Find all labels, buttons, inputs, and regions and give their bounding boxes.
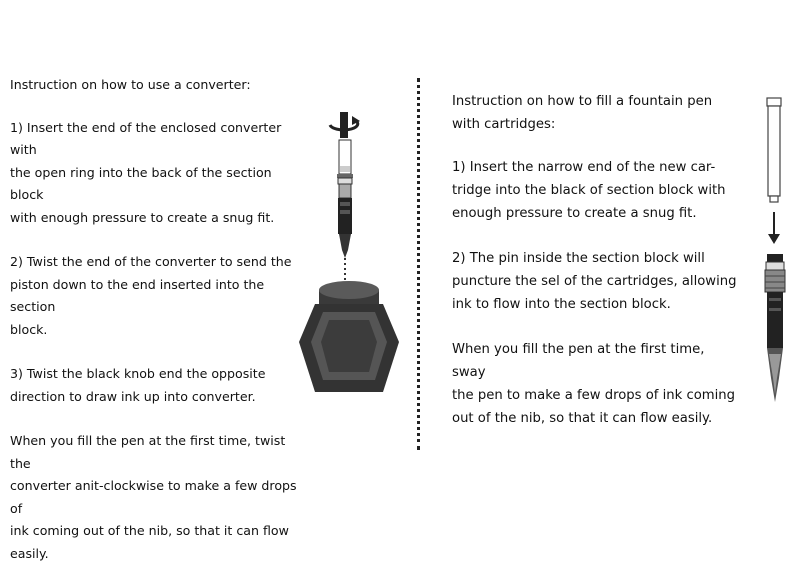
down-arrow-icon bbox=[768, 212, 780, 244]
converter-instructions bbox=[10, 74, 300, 587]
ink-bottle-illustration bbox=[297, 280, 401, 398]
cartridge-step-1: 1) Insert the narrow end of the new car- tridge into the black of section block with enough pressure to create a snug fit. bbox=[452, 160, 726, 221]
cartridge-note: When you fill the pen at the first time, sway the pen to make a few drops of ink coming out of the nib, so that it can flow easily. bbox=[452, 342, 736, 426]
converter-note: When you fill the pen at the first time, twist the converter anit-clockwise to make a few drops of ink coming out of the nib, so that it can flow easily. bbox=[10, 433, 297, 561]
cartridge-step-2: 2) The pin inside the section block will puncture the sel of the cartridges, allowing ink to flow into the section block. bbox=[452, 251, 737, 312]
converter-title: Instruction on how to use a converter: bbox=[10, 77, 251, 92]
converter-step-2: 2) Twist the end of the converter to send the piston down to the end inserted into the section block. bbox=[10, 254, 292, 337]
cartridge-instructions bbox=[452, 90, 742, 452]
ink-cartridge-illustration bbox=[764, 98, 784, 202]
cartridge-pen-illustration bbox=[762, 254, 788, 402]
converter-pen-illustration bbox=[330, 140, 360, 280]
dotted-divider bbox=[417, 78, 420, 450]
rotate-arrow-icon bbox=[326, 110, 362, 140]
converter-step-1: 1) Insert the end of the enclosed converter with the open ring into the back of the section block with enough pressure to create a snug fit. bbox=[10, 119, 282, 225]
converter-step-3: 3) Twist the black knob end the opposite direction to draw ink up into converter. bbox=[10, 366, 266, 404]
cartridge-title: Instruction on how to fill a fountain pen with cartridges: bbox=[452, 94, 713, 132]
